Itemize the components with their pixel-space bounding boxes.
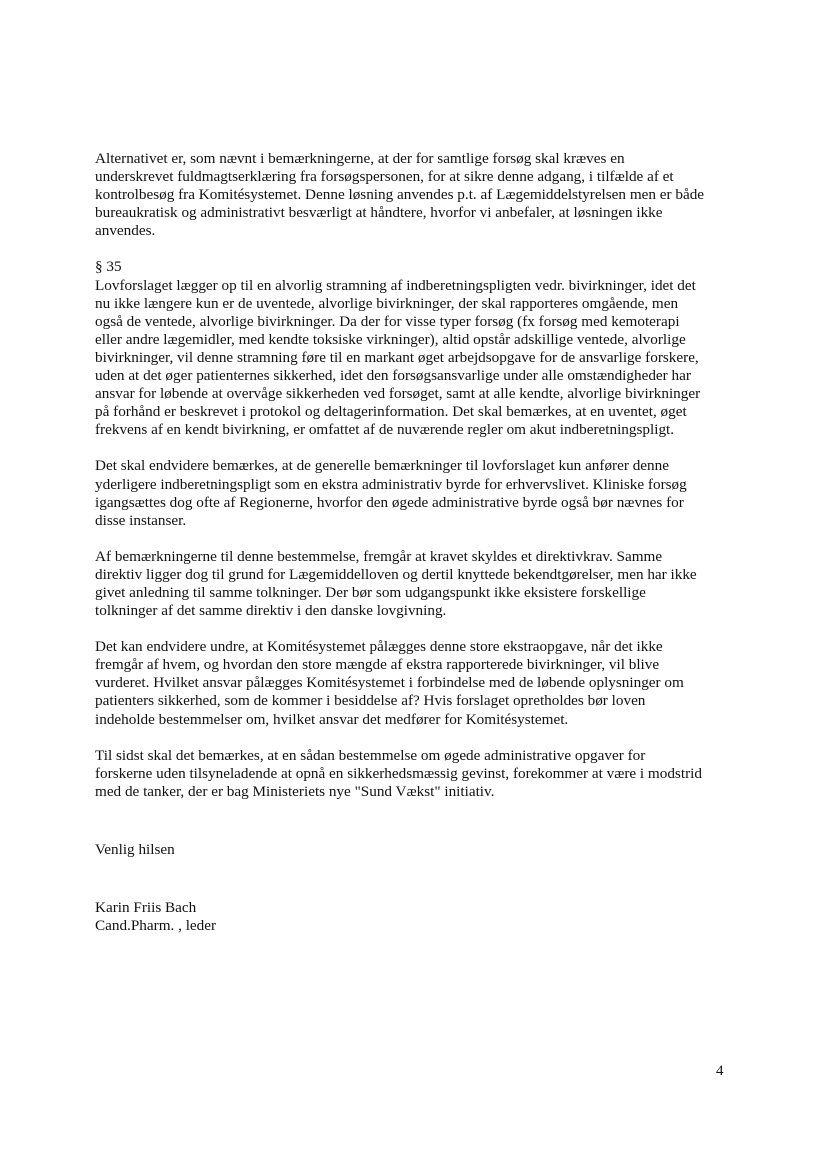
signature-spacer	[95, 859, 731, 899]
paragraph-spacer	[95, 620, 731, 638]
paragraph-conclusion	[95, 747, 731, 801]
text-line: med de tanker, der er bag Ministeriets nye "Sund Vækst" initiativ.	[95, 782, 495, 800]
page-number: 4	[716, 1063, 724, 1079]
closing	[95, 841, 731, 859]
letter-body	[95, 150, 731, 935]
text-line: frekvens af en kendt bivirkning, er omfattet af de nuværende regler om akut indberetningspligt.	[95, 421, 675, 439]
text-line: uden at det øger patienternes sikkerhed, idet den forsøgsansvarlige under alle omstændigheder har	[95, 367, 691, 385]
text-line: tolkninger af det samme direktiv i den danske lovgivning.	[95, 602, 447, 620]
text-line: kontrolbesøg fra Komitésystemet. Denne løsning anvendes p.t. af Lægemiddelstyrelsen men er både	[95, 186, 705, 204]
text-line: Af bemærkningerne til denne bestemmelse, fremgår at kravet skyldes et direktivkrav. Samme	[95, 547, 663, 565]
signature-title: Cand.Pharm. , leder	[95, 917, 217, 935]
text-line: direktiv ligger dog til grund for Lægemiddelloven og dertil knyttede bekendtgørelser, men har ikke	[95, 565, 697, 583]
text-line: givet anledning til samme tolkninger. Der bør som udgangspunkt ikke eksistere forskellige	[95, 583, 646, 601]
text-line: bivirkninger, vil denne stramning føre til en markant øget arbejdsopgave for de ansvarlige forskere,	[95, 348, 699, 366]
text-line: Alternativet er, som nævnt i bemærkningerne, at der for samtlige forsøg skal kræves en	[95, 150, 625, 167]
closing-text: Venlig hilsen	[95, 840, 175, 858]
paragraph-spacer	[95, 729, 731, 747]
text-line: indeholde bestemmelser om, hvilket ansvar det medfører for Komitésystemet.	[95, 710, 569, 728]
text-line: disse instanser.	[95, 511, 187, 529]
text-line: på forhånd er beskrevet i protokol og deltagerinformation. Det skal bemærkes, at en uventet, øget	[95, 403, 687, 421]
text-line: Lovforslaget lægger op til en alvorlig stramning af indberetningspligten vedr. bivirkninger, idet det	[95, 276, 696, 294]
paragraph-spacer	[95, 240, 731, 258]
text-line: også de ventede, alvorlige bivirkninger. Da der for visse typer forsøg (fx forsøg med kemoterapi	[95, 312, 680, 330]
paragraph-alternative	[95, 150, 731, 240]
paragraph-spacer	[95, 801, 731, 841]
text-line: Til sidst skal det bemærkes, at en sådan bestemmelse om øgede administrative opgaver for	[95, 746, 646, 764]
text-line: Det skal endvidere bemærkes, at de generelle bemærkninger til lovforslaget kun anfører denne	[95, 457, 669, 475]
text-line: yderligere indberetningspligt som en ekstra administrativ byrde for erhvervslivet. Kliniske forsøg	[95, 475, 687, 493]
section-heading: § 35	[95, 258, 122, 276]
text-line: nu ikke længere kun er de uventede, alvorlige bivirkninger, der skal rapporteres omgående, men	[95, 294, 679, 312]
paragraph-directive	[95, 548, 731, 620]
text-line: eller andre lægemidler, med kendte toksiske virkninger), altid opstår adskillige ventede, alvorlige	[95, 330, 686, 348]
paragraph-section-35	[95, 258, 731, 439]
text-line: vurderet. Hvilket ansvar pålægges Komitésystemet i forbindelse med de løbende oplysninger om	[95, 674, 684, 692]
text-line: patienters sikkerhed, som de kommer i besiddelse af? Hvis forslaget opretholdes bør loven	[95, 692, 646, 710]
paragraph-general-remarks	[95, 457, 731, 529]
text-line: underskrevet fuldmagtserklæring fra forsøgspersonen, for at sikre denne adgang, i tilfælde af et	[95, 168, 674, 186]
text-line: fremgår af hvem, og hvordan den store mængde af ekstra rapporterede bivirkninger, vil blive	[95, 656, 660, 674]
signature-name: Karin Friis Bach	[95, 899, 197, 916]
text-line: igangsættes dog ofte af Regionerne, hvorfor den øgede administrative byrde også bør nævnes for	[95, 493, 684, 511]
text-line: forskerne uden tilsyneladende at opnå en sikkerhedsmæssig gevinst, forekommer at være i modstrid	[95, 764, 702, 782]
signature-block	[95, 899, 731, 935]
text-line: ansvar for løbende at overvåge sikkerheden ved forsøget, samt at alle kendte, alvorlige bivirkninger	[95, 385, 701, 403]
text-line: anvendes.	[95, 222, 156, 240]
paragraph-committee	[95, 638, 731, 728]
text-line: Det kan endvidere undre, at Komitésystemet pålægges denne store ekstraopgave, når det ikke	[95, 638, 663, 656]
paragraph-spacer	[95, 439, 731, 457]
text-line: bureaukratisk og administrativt besværligt at håndtere, hvorfor vi anbefaler, at løsningen ikke	[95, 204, 663, 222]
paragraph-spacer	[95, 530, 731, 548]
